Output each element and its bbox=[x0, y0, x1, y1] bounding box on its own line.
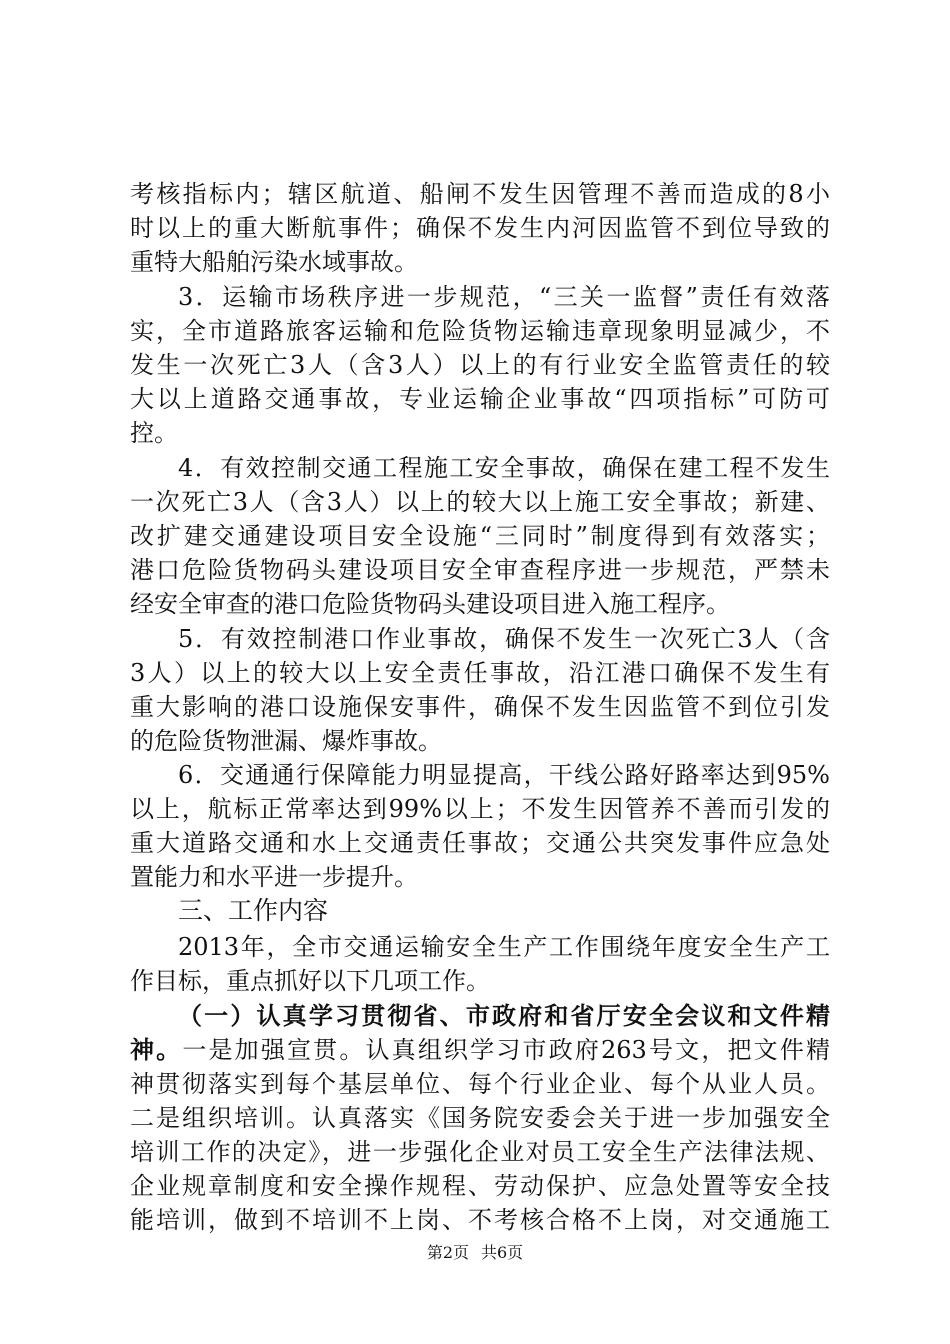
paragraph-line: 港口危险货物码头建设项目安全审查程序进一步规范，严禁未 bbox=[130, 556, 830, 584]
paragraph-text: 一是加强宣贯。认真组织学习市政府263号文，把文件精 bbox=[182, 1036, 830, 1064]
paragraph-line: 大以上道路交通事故，专业运输企业事故“四项指标”可防可 bbox=[130, 385, 830, 413]
paragraph-line: 神贯彻落实到每个基层单位、每个行业企业、每个从业人员。 bbox=[130, 1070, 830, 1098]
paragraph-line: 能培训，做到不培训不上岗、不考核合格不上岗，对交通施工 bbox=[130, 1206, 830, 1234]
paragraph-line: 3．运输市场秩序进一步规范，“三关一监督”责任有效落 bbox=[178, 283, 830, 311]
paragraph-line: 改扩建交通建设项目安全设施“三同时”制度得到有效落实； bbox=[130, 522, 830, 550]
paragraph-line: 发生一次死亡3人（含3人）以上的有行业安全监管责任的较 bbox=[130, 351, 830, 379]
paragraph-line: 的危险货物泄漏、爆炸事故。 bbox=[130, 727, 442, 755]
paragraph-line: 重特大船舶污染水域事故。 bbox=[130, 248, 418, 276]
paragraph-line: 培训工作的决定》，进一步强化企业对员工安全生产法律法规、 bbox=[130, 1138, 830, 1166]
paragraph-line: 置能力和水平进一步提升。 bbox=[130, 863, 418, 891]
paragraph-line: 控。 bbox=[130, 419, 178, 447]
paragraph-line: 重大影响的港口设施保安事件，确保不发生因监管不到位引发 bbox=[130, 693, 830, 721]
paragraph-line: 实，全市道路旅客运输和危险货物运输违章现象明显减少，不 bbox=[130, 317, 830, 345]
paragraph-line: 6．交通通行保障能力明显提高，干线公路好路率达到95% bbox=[178, 761, 830, 789]
paragraph-line: 2013年，全市交通运输安全生产工作围绕年度安全生产工 bbox=[178, 933, 830, 961]
page-footer bbox=[0, 1242, 950, 1264]
paragraph-line bbox=[130, 1033, 830, 1067]
paragraph-line: 一次死亡3人（含3人）以上的较大以上施工安全事故；新建、 bbox=[130, 488, 830, 516]
paragraph-line: 考核指标内；辖区航道、船闸不发生因管理不善而造成的8小 bbox=[130, 180, 830, 208]
paragraph-line: 企业规章制度和安全操作规程、劳动保护、应急处置等安全技 bbox=[130, 1172, 830, 1200]
paragraph-line: 二是组织培训。认真落实《国务院安委会关于进一步加强安全 bbox=[130, 1104, 830, 1132]
paragraph-line: 5．有效控制港口作业事故，确保不发生一次死亡3人（含 bbox=[178, 625, 830, 653]
subsection-heading: （一）认真学习贯彻省、市政府和省厅安全会议和文件精 bbox=[178, 1002, 830, 1030]
paragraph-line: 重大道路交通和水上交通责任事故；交通公共突发事件应急处 bbox=[130, 829, 830, 857]
subsection-heading-tail: 神。 bbox=[130, 1036, 183, 1064]
paragraph-line: 时以上的重大断航事件；确保不发生内河因监管不到位导致的 bbox=[130, 214, 830, 242]
paragraph-line: 4．有效控制交通工程施工安全事故，确保在建工程不发生 bbox=[178, 454, 830, 482]
section-heading: 三、工作内容 bbox=[178, 896, 329, 925]
paragraph-line: 作目标，重点抓好以下几项工作。 bbox=[130, 967, 490, 995]
paragraph-line: 以上，航标正常率达到99%以上；不发生因管养不善而引发的 bbox=[130, 795, 830, 823]
page-number: 第2页 bbox=[426, 1243, 469, 1262]
paragraph-line: 3人）以上的较大以上安全责任事故，沿江港口确保不发生有 bbox=[130, 659, 830, 687]
page-total: 共6页 bbox=[481, 1243, 524, 1262]
paragraph-line: 经安全审查的港口危险货物码头建设项目进入施工程序。 bbox=[130, 590, 730, 618]
